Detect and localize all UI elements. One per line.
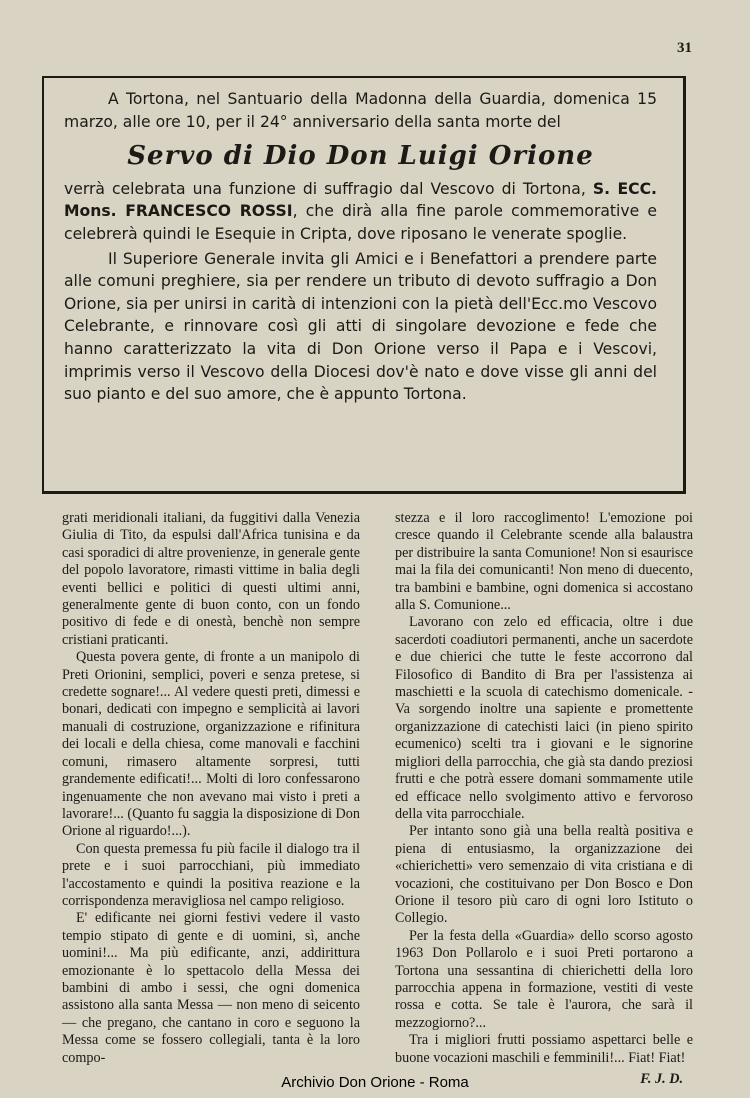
- article-columns: [62, 510, 693, 1088]
- left-paragraph-4: E' edificante nei giorni festivi vedere il vasto tempio stipato di gente e di uomini, sì, anche uomini!... Ma più edificante, anzi, addirittura emozionante è lo spettacolo della Messa dei bambini di ambo i sessi, che ogni domenica assistono alla santa Messa — non meno di seicento — che pregano, che cantano in coro e seguono la Messa come se fossero collegiali, tanta è la loro compo-: [62, 910, 360, 1066]
- right-paragraph-3: Per intanto sono già una bella realtà positiva e piena di entusiasmo, la organizzazione dei «chierichetti» vero semenzaio di vita cristiana e di vocazioni, che costituivano per Don Bosco e Don Orione il tesoro più caro di ogni loro Istituto o Collegio.: [395, 823, 693, 927]
- left-paragraph-2: Questa povera gente, di fronte a un manipolo di Preti Orionini, semplici, poveri e senza pretese, si credette sognare!... Al vedere questi preti, dimessi e bonari, dedicati con impegno e semplicità ai lavori manuali di costruzione, organizzazione e rifinitura dei locali e della chiesa, come manovali e facchini comuni, rimasero altamente sorpresi, tutti grandemente edificati!... Molti di loro confessarono ingenuamente che non avevano mai visto i preti a lavorare!... (Quanto fu saggia la disposizione di Don Orione al riguardo!...).: [62, 649, 360, 840]
- right-paragraph-4: Per la festa della «Guardia» dello scorso agosto 1963 Don Pollarolo e i suoi Preti portarono a Tortona una sessantina di chierichetti della loro parrocchia appena in formazione, vestiti di veste rossa e cotta. Se tale è l'aurora, che sarà il mezzogiorno?...: [395, 927, 693, 1031]
- left-column: [62, 510, 360, 1088]
- bishop-name: S. ECC. Mons. FRANCESCO ROSSI: [64, 179, 657, 221]
- announcement-intro: A Tortona, nel Santuario della Madonna della Guardia, domenica 15 marzo, alle ore 10, per il 24° anniversario della santa morte del: [64, 90, 657, 131]
- page-number: 31: [677, 40, 692, 56]
- p2-before: verrà celebrata una funzione di suffragio dal Vescovo di Tortona,: [64, 179, 586, 198]
- announcement-paragraph-2: Il Superiore Generale invita gli Amici e i Benefattori a prendere parte alle comuni preghiere, sia per rendere un tributo di devoto suffragio a Don Orione, sia per unirsi in carità di intenzioni con la pietà dell'Ecc.mo Vescovo Celebrante, e rinnovare così gli atti di singolare devozione e fede che hanno caratterizzato la vita di Don Orione verso il Papa e i Vescovi, imprimis verso il Vescovo della Diocesi dov'è nato e dove visse gli anni del suo pianto e del suo amore, che è appunto Tortona.: [64, 249, 657, 404]
- announcement-paragraph-1: [64, 178, 657, 246]
- archive-footer: Archivio Don Orione - Roma: [281, 1074, 469, 1091]
- right-paragraph-2: Lavorano con zelo ed efficacia, oltre i due sacerdoti coadiutori permanenti, anche un sacerdote e due chierici che tutte le feste accorrono dal Filosofico di Bandito di Bra per l'assistenza ai maschietti e la scuola di catechismo domenicale. - Va sorgendo inoltre una sapiente e promettente organizzazione di catechisti laici (in pieno spirito ecumenico) scelti tra i giovani e le signorine migliori della parrocchia, che già sta dando preziosi frutti e che potrà essere domani sommamente utile ed efficace nello svolgimento attivo e fervoroso della vita parrocchiale.: [395, 614, 693, 822]
- p2-after: , che dirà alla fine parole commemorative e celebrerà quindi le Esequie in Cripta, dove riposano le venerate spoglie.: [64, 202, 658, 243]
- right-paragraph-5: Tra i migliori frutti possiamo aspettarci belle e buone vocazioni maschili e femminili!... Fiat! Fiat!: [395, 1032, 693, 1066]
- right-column: [395, 510, 693, 1088]
- left-paragraph-3: Con questa premessa fu più facile il dialogo tra il prete e i suoi parrocchiani, più immediato l'accostamento e quindi la positiva reazione e la corrispondenza meravigliosa nel campo religioso.: [62, 840, 360, 909]
- left-paragraph-1: grati meridionali italiani, da fuggitivi dalla Venezia Giulia di Tito, da espulsi dall'Africa tunisina e da casi sporadici di altre provenienze, in generale gente del popolo lavoratore, rimasti vittime in balia degli eventi bellici e politici di questi ultimi anni, generalmente gente di buon conto, con un fondo positivo di fede e di onestà, benchè non sempre cristiani praticanti.: [62, 510, 360, 648]
- announcement-title: Servo di Dio Don Luigi Orione: [127, 141, 594, 172]
- announcement-box: [42, 76, 686, 494]
- author-signature: F. J. D.: [640, 1071, 683, 1087]
- right-paragraph-1: stezza e il loro raccoglimento! L'emozione poi cresce quando il Celebrante scende alla balaustra per distribuire la santa Comunione! Non si esaurisce mai la fila dei comunicanti! Non meno di duecento, tra bambini e bambine, ogni domenica si accostano alla S. Comunione...: [395, 510, 693, 614]
